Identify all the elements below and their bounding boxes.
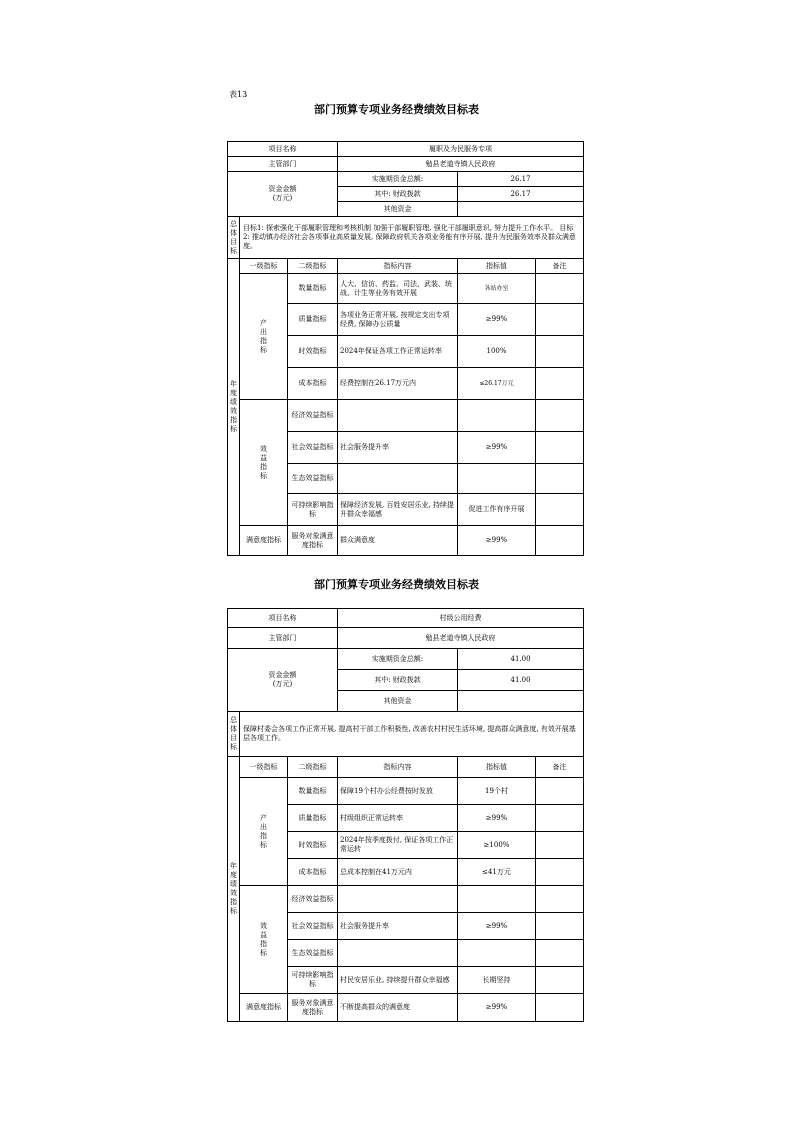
timeliness-remark bbox=[536, 336, 584, 368]
header-content: 指标内容 bbox=[338, 259, 458, 274]
social-value: ≥99% bbox=[458, 432, 536, 464]
table-title-2: 部门预算专项业务经费绩效目标表 bbox=[314, 578, 479, 591]
sustainable-value: 长期坚持 bbox=[458, 967, 536, 994]
other-fund-label: 其他资金 bbox=[338, 202, 458, 217]
social-label: 社会效益指标 bbox=[288, 432, 338, 464]
header-value: 指标值 bbox=[458, 259, 536, 274]
timeliness-remark bbox=[536, 832, 584, 859]
performance-table-2 bbox=[227, 608, 584, 1022]
table-title-1: 部门预算专项业务经费绩效目标表 bbox=[314, 103, 479, 116]
header-remark: 备注 bbox=[536, 259, 584, 274]
header-remark: 备注 bbox=[536, 757, 584, 778]
ecological-value bbox=[458, 940, 536, 967]
quantity-label: 数量指标 bbox=[288, 274, 338, 304]
economic-value bbox=[458, 400, 536, 432]
satisfaction-value: ≥99% bbox=[458, 994, 536, 1022]
header-value: 指标值 bbox=[458, 757, 536, 778]
ecological-remark bbox=[536, 940, 584, 967]
total-fund-value: 26.17 bbox=[458, 172, 584, 187]
satisfaction-remark bbox=[536, 994, 584, 1022]
economic-remark bbox=[536, 886, 584, 913]
cost-remark bbox=[536, 859, 584, 886]
header-level1: 一级指标 bbox=[240, 259, 288, 274]
quantity-value: 19个村 bbox=[458, 778, 536, 805]
fund-unit: (万元) bbox=[272, 194, 293, 202]
quantity-label: 数量指标 bbox=[288, 778, 338, 805]
cost-value: ≤41万元 bbox=[458, 859, 536, 886]
header-level2: 二级指标 bbox=[288, 259, 338, 274]
dept-value: 勉县老道寺镇人民政府 bbox=[338, 628, 584, 649]
dept-label: 主管部门 bbox=[228, 628, 338, 649]
social-value: ≥99% bbox=[458, 913, 536, 940]
cost-content: 总成本控制在41万元内 bbox=[338, 859, 458, 886]
cost-value: ≤26.17万元 bbox=[458, 368, 536, 400]
sustainable-remark bbox=[536, 494, 584, 526]
fund-label-cell bbox=[228, 649, 338, 712]
ecological-label: 生态效益指标 bbox=[288, 940, 338, 967]
header-content: 指标内容 bbox=[338, 757, 458, 778]
other-fund-value bbox=[458, 202, 584, 217]
overall-goal-label: 总 体 目 标 bbox=[228, 712, 240, 757]
satisfaction-label: 服务对象满意度指标 bbox=[288, 994, 338, 1022]
dept-label: 主管部门 bbox=[228, 157, 338, 172]
ecological-content bbox=[338, 464, 458, 494]
fund-label-cell bbox=[228, 172, 338, 217]
satisfaction-remark bbox=[536, 526, 584, 556]
quantity-value: 各站办室 bbox=[458, 274, 536, 304]
quantity-content: 人大、信访、药监、司法、武装、统战、计生等业务有效开展 bbox=[338, 274, 458, 304]
timeliness-content: 2024年保证各项工作正常运转率 bbox=[338, 336, 458, 368]
economic-content bbox=[338, 400, 458, 432]
fiscal-fund-value: 26.17 bbox=[458, 187, 584, 202]
overall-goal-text: 目标1: 探索强化干部履职管理和考核机制 加强干部履职管理, 强化干部履职意识, 努力提升工作水平。 目标2: 推动镇办经济社会各项事业高质量发展, 保障政府机关各项业务能有序开展, 提升为民服务效率及群众满意度。 bbox=[240, 217, 584, 259]
fund-label: 资金金额 bbox=[268, 185, 297, 193]
satisfaction-content: 群众满意度 bbox=[338, 526, 458, 556]
quality-value: ≥99% bbox=[458, 304, 536, 336]
satisfaction-content: 不断提高群众的满意度 bbox=[338, 994, 458, 1022]
other-fund-label: 其他资金 bbox=[338, 691, 458, 712]
quantity-content: 保障19个村办公经费按时发放 bbox=[338, 778, 458, 805]
ecological-label: 生态效益指标 bbox=[288, 464, 338, 494]
quality-label: 质量指标 bbox=[288, 805, 338, 832]
economic-value bbox=[458, 886, 536, 913]
total-fund-label: 实施期资金总额: bbox=[338, 172, 458, 187]
output-indicator-label: 产 出 指 标 bbox=[240, 274, 288, 400]
quality-value: ≥99% bbox=[458, 805, 536, 832]
fiscal-fund-label: 其中: 财政拨款 bbox=[338, 670, 458, 691]
project-name-label: 项目名称 bbox=[228, 142, 338, 157]
sustainable-remark bbox=[536, 967, 584, 994]
sustainable-value: 促进工作有序开展 bbox=[458, 494, 536, 526]
header-level1: 一级指标 bbox=[240, 757, 288, 778]
timeliness-value: ≥100% bbox=[458, 832, 536, 859]
quality-content: 村级组织正常运转率 bbox=[338, 805, 458, 832]
other-fund-value bbox=[458, 691, 584, 712]
fund-unit: (万元) bbox=[272, 680, 293, 688]
quantity-remark bbox=[536, 274, 584, 304]
cost-label: 成本指标 bbox=[288, 368, 338, 400]
timeliness-content: 2024年按季度拨付, 保证各项工作正常运转 bbox=[338, 832, 458, 859]
annual-indicator-label: 年 度 绩 效 指 标 bbox=[228, 757, 240, 1022]
economic-label: 经济效益指标 bbox=[288, 886, 338, 913]
satisfaction-indicator-label: 满意度指标 bbox=[240, 994, 288, 1022]
economic-content bbox=[338, 886, 458, 913]
dept-value: 勉县老道寺镇人民政府 bbox=[338, 157, 584, 172]
cost-label: 成本指标 bbox=[288, 859, 338, 886]
annual-indicator-label: 年 度 绩 效 指 标 bbox=[228, 259, 240, 556]
timeliness-label: 时效指标 bbox=[288, 336, 338, 368]
project-name-label: 项目名称 bbox=[228, 609, 338, 628]
quantity-remark bbox=[536, 778, 584, 805]
sustainable-label: 可持续影响指标 bbox=[288, 494, 338, 526]
performance-table-1 bbox=[227, 141, 584, 556]
quality-remark bbox=[536, 805, 584, 832]
social-content: 社会服务提升率 bbox=[338, 432, 458, 464]
header-level2: 二级指标 bbox=[288, 757, 338, 778]
social-label: 社会效益指标 bbox=[288, 913, 338, 940]
social-content: 社会服务提升率 bbox=[338, 913, 458, 940]
fiscal-fund-label: 其中: 财政拨款 bbox=[338, 187, 458, 202]
sustainable-content: 保障经济发展, 百姓安居乐业, 持续提升群众幸福感 bbox=[338, 494, 458, 526]
sustainable-content: 村民安居乐业, 持续提升群众幸福感 bbox=[338, 967, 458, 994]
table-number: 表13 bbox=[229, 90, 248, 99]
overall-goal-label: 总 体 目 标 bbox=[228, 217, 240, 259]
project-name-value: 村级公用经费 bbox=[338, 609, 584, 628]
quality-remark bbox=[536, 304, 584, 336]
cost-content: 经费控制在26.17万元内 bbox=[338, 368, 458, 400]
overall-goal-text: 保障村委会各项工作正常开展, 提高村干部工作积极性, 改善农村村民生活环境, 提高群众满意度, 有效开展基层各项工作。 bbox=[240, 712, 584, 757]
sustainable-label: 可持续影响指标 bbox=[288, 967, 338, 994]
project-name-value: 履职及为民服务专项 bbox=[338, 142, 584, 157]
total-fund-label: 实施期资金总额: bbox=[338, 649, 458, 670]
timeliness-label: 时效指标 bbox=[288, 832, 338, 859]
social-remark bbox=[536, 432, 584, 464]
timeliness-value: 100% bbox=[458, 336, 536, 368]
social-remark bbox=[536, 913, 584, 940]
quality-content: 各项业务正常开展, 按规定支出专项经费, 保障办公质量 bbox=[338, 304, 458, 336]
satisfaction-label: 服务对象满意度指标 bbox=[288, 526, 338, 556]
ecological-content bbox=[338, 940, 458, 967]
benefit-indicator-label: 效 益 指 标 bbox=[240, 400, 288, 526]
total-fund-value: 41.00 bbox=[458, 649, 584, 670]
output-indicator-label: 产 出 指 标 bbox=[240, 778, 288, 886]
fiscal-fund-value: 41.00 bbox=[458, 670, 584, 691]
ecological-remark bbox=[536, 464, 584, 494]
ecological-value bbox=[458, 464, 536, 494]
satisfaction-indicator-label: 满意度指标 bbox=[240, 526, 288, 556]
economic-label: 经济效益指标 bbox=[288, 400, 338, 432]
quality-label: 质量指标 bbox=[288, 304, 338, 336]
benefit-indicator-label: 效 益 指 标 bbox=[240, 886, 288, 994]
economic-remark bbox=[536, 400, 584, 432]
satisfaction-value: ≥99% bbox=[458, 526, 536, 556]
fund-label: 资金金额 bbox=[268, 671, 297, 679]
cost-remark bbox=[536, 368, 584, 400]
